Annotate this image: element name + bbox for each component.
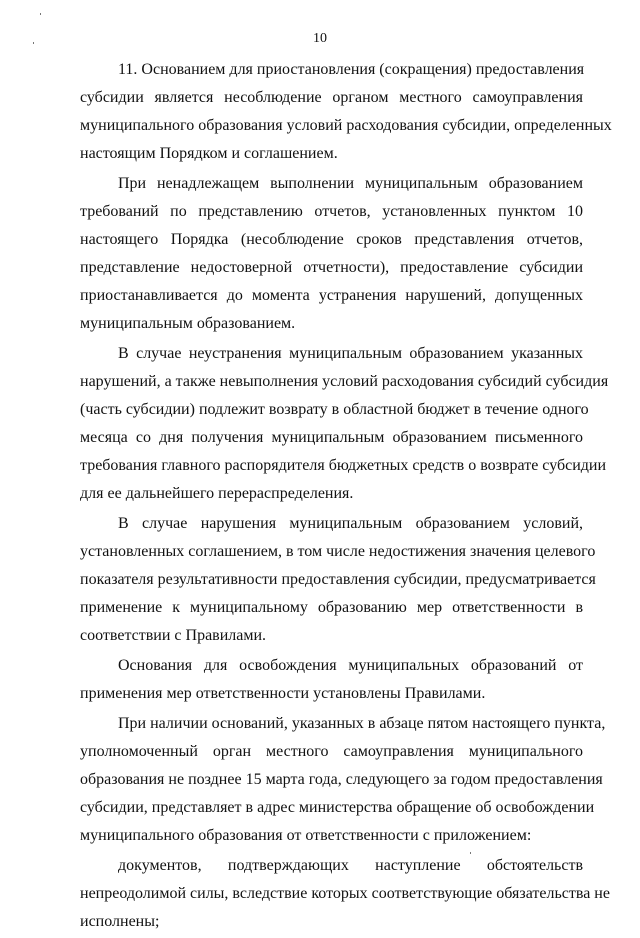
paragraph [80,652,583,708]
text-line: нарушений, а также невыполнения условий расходования субсидий субсидия [80,373,609,390]
paragraph [80,852,610,936]
text-line: требования главного распорядителя бюджетных средств о возврате субсидии [80,457,607,474]
text-line: приостанавливается до момента устранения нарушений, допущенных [80,287,583,304]
text-line: месяца со дня получения муниципальным образованием письменного [80,429,583,446]
text-line: В случае неустранения муниципальным образованием указанных [118,345,583,362]
page-number: 10 [313,31,327,46]
text-line: настоящим Порядком и соглашением. [80,145,338,162]
text-line: настоящего Порядка (несоблюдение сроков представления отчетов, [80,231,583,248]
paragraph [80,710,606,850]
paragraph [80,56,612,168]
text-line: муниципального образования условий расходования субсидии, определенных [80,117,612,134]
scan-speck [33,42,34,44]
text-line: для ее дальнейшего перераспределения. [80,485,354,502]
document-body [80,56,612,938]
text-line: образования не позднее 15 марта года, следующего за годом предоставления [80,771,603,788]
text-line: соответствии с Правилами. [80,627,267,644]
text-line: муниципального образования от ответственности с приложением: [80,827,532,844]
text-line: В случае нарушения муниципальным образованием условий, [118,515,583,532]
paragraph [80,170,583,338]
text-line: применение к муниципальному образованию мер ответственности в [80,599,583,616]
text-line: (часть субсидии) подлежит возврату в областной бюджет в течение одного [80,401,589,418]
text-line: субсидии, представляет в адрес министерства обращение об освобождении [80,799,595,816]
text-line: Основания для освобождения муниципальных образований от [118,657,583,674]
paragraph [80,340,609,508]
text-line: установленных соглашением, в том числе недостижения значения целевого [80,543,596,560]
text-line: применения мер ответственности установлены Правилами. [80,685,486,702]
scan-speck [470,852,471,854]
text-line: При ненадлежащем выполнении муниципальным образованием [118,175,583,192]
text-line: документов, подтверждающих наступление обстоятельств [118,857,583,874]
text-line: уполномоченный орган местного самоуправления муниципального [80,743,583,760]
text-line: исполнены; [80,913,160,930]
text-line: субсидии является несоблюдение органом местного самоуправления [80,89,583,106]
text-line: представление недостоверной отчетности), предоставление субсидии [80,259,583,276]
paragraph [80,510,596,650]
text-line: При наличии оснований, указанных в абзаце пятом настоящего пункта, [118,715,606,732]
scan-speck [40,13,41,15]
text-line: муниципальным образованием. [80,315,296,332]
text-line: требований по представлению отчетов, установленных пунктом 10 [80,203,583,220]
text-line: показателя результативности предоставления субсидии, предусматривается [80,571,596,588]
text-line: непреодолимой силы, вследствие которых соответствующие обязательства не [80,885,610,902]
text-line: 11. Основанием для приостановления (сокращения) предоставления [118,61,585,78]
